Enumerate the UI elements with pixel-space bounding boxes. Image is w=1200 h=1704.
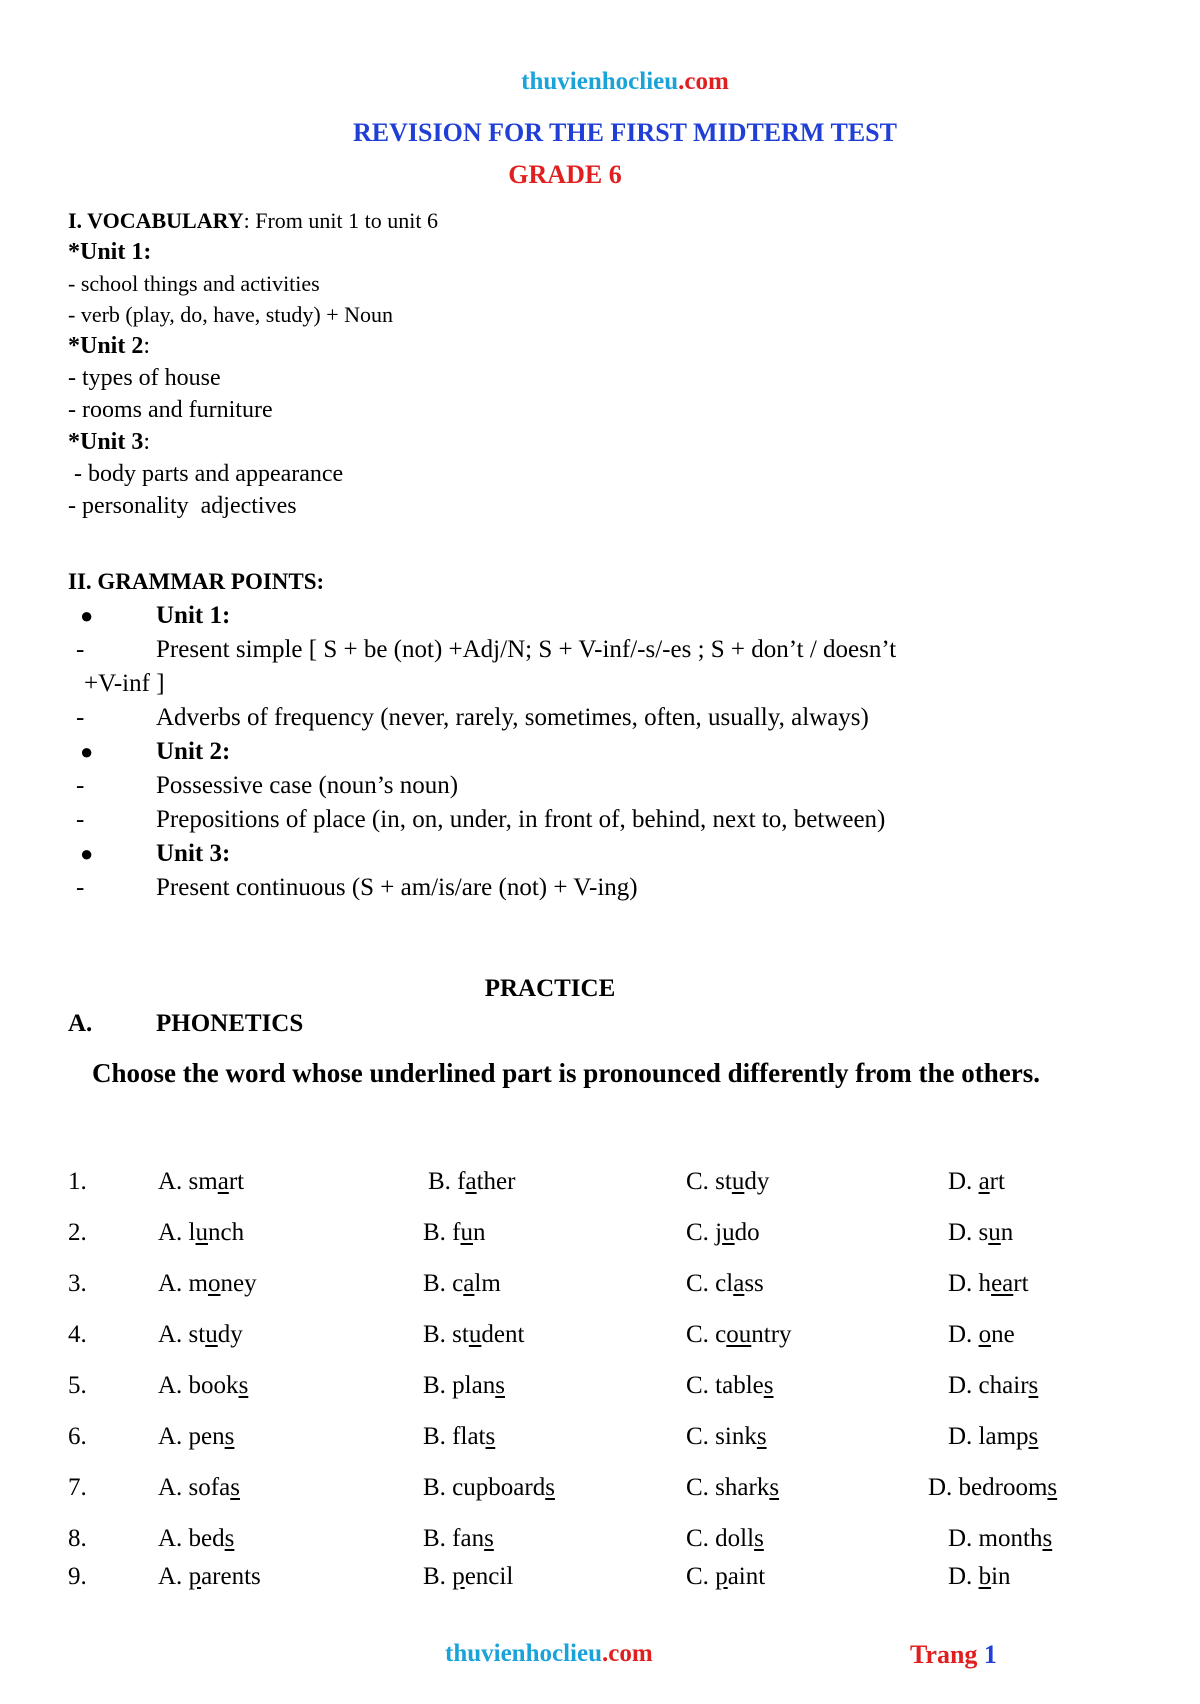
underlined-part: s <box>1028 1423 1039 1450</box>
question-row <box>68 1219 1128 1270</box>
answer-option[interactable]: A. pens <box>158 1423 235 1450</box>
underlined-part: o <box>978 1321 992 1348</box>
vocab-item: - types of house <box>68 365 221 391</box>
answer-option[interactable]: C. paint <box>686 1563 766 1590</box>
underlined-part: a <box>465 1168 477 1195</box>
answer-option[interactable]: A. beds <box>158 1525 235 1552</box>
dash-icon: - <box>76 772 85 799</box>
underlined-part: s <box>754 1525 764 1552</box>
question-number: 6. <box>68 1423 87 1450</box>
underlined-part: a <box>978 1168 990 1195</box>
dash-icon: - <box>76 704 85 731</box>
vocab-item: - rooms and furniture <box>68 397 273 423</box>
answer-option[interactable]: B. cupboards <box>423 1474 555 1501</box>
underlined-part: u <box>731 1168 745 1195</box>
underlined-part: u <box>460 1219 473 1246</box>
grammar-item: - Present continuous (S + am/is/are (not) + V-ing) <box>68 871 1128 905</box>
answer-option[interactable]: C. tables <box>686 1372 774 1399</box>
answer-option[interactable]: C. study <box>686 1168 770 1195</box>
answer-option[interactable]: A. sofas <box>158 1474 240 1501</box>
vocab-unit-2-label: *Unit 2: <box>68 333 151 359</box>
underlined-part: u <box>205 1321 218 1348</box>
grammar-item: - Present simple [ S + be (not) +Adj/N; S + V-inf/-s/-es ; S + don’t / doesn’t <box>68 633 1128 667</box>
answer-option[interactable]: D. sun <box>948 1219 1014 1246</box>
site-domain: .com <box>678 68 729 95</box>
dash-icon: - <box>76 874 85 901</box>
answer-option[interactable]: C. sinks <box>686 1423 767 1450</box>
grammar-section <box>68 565 1128 905</box>
underlined-part: ea <box>991 1270 1014 1297</box>
answer-option[interactable]: B. calm <box>423 1270 501 1297</box>
question-row <box>68 1372 1128 1423</box>
grammar-unit-label: Unit 2: <box>156 738 231 765</box>
underlined-part: p <box>188 1563 202 1590</box>
underlined-part: s <box>763 1372 774 1399</box>
underlined-part: s <box>495 1372 505 1399</box>
underlined-part: b <box>978 1563 992 1590</box>
underlined-part: s <box>484 1525 494 1552</box>
section-title: PHONETICS <box>156 1010 304 1037</box>
bullet-icon: ● <box>80 739 94 764</box>
underlined-part: s <box>224 1525 235 1552</box>
answer-option[interactable]: C. dolls <box>686 1525 764 1552</box>
question-row <box>68 1474 1128 1525</box>
answer-option[interactable]: D. months <box>948 1525 1053 1552</box>
underlined-part: a <box>463 1270 475 1297</box>
underlined-part: p <box>452 1563 465 1590</box>
grade-label: GRADE 6 <box>508 160 622 189</box>
underlined-part: u <box>722 1219 735 1246</box>
answer-option[interactable]: D. one <box>948 1321 1015 1348</box>
question-row <box>68 1563 1128 1614</box>
practice-title: PRACTICE <box>484 975 616 1002</box>
answer-option[interactable]: A. smart <box>158 1168 245 1195</box>
underlined-part: s <box>1042 1525 1053 1552</box>
answer-option[interactable]: C. judo <box>686 1219 760 1246</box>
vocab-item: - body parts and appearance <box>68 461 344 487</box>
underlined-part: s <box>230 1474 240 1501</box>
vocab-unit-3-label: *Unit 3: <box>68 429 151 455</box>
grammar-item: - Prepositions of place (in, on, under, in front of, behind, next to, between) <box>68 803 1128 837</box>
question-number: 2. <box>68 1219 87 1246</box>
underlined-part: s <box>1028 1372 1039 1399</box>
page-number: Trang 1 <box>910 1640 997 1669</box>
grammar-item: - Adverbs of frequency (never, rarely, sometimes, often, usually, always) <box>68 701 1128 735</box>
question-row <box>68 1168 1128 1219</box>
vocab-unit-1-label: *Unit 1: <box>68 239 152 265</box>
answer-option[interactable]: C. class <box>686 1270 764 1297</box>
question-row <box>68 1525 1128 1563</box>
vocab-item: - personality adjectives <box>68 493 297 519</box>
underlined-part: s <box>756 1423 767 1450</box>
question-number: 1. <box>68 1168 87 1195</box>
underlined-part: ou <box>726 1321 752 1348</box>
question-row <box>68 1270 1128 1321</box>
document-title: REVISION FOR THE FIRST MIDTERM TEST <box>353 118 897 147</box>
answer-option[interactable]: D. bedrooms <box>928 1474 1058 1501</box>
underlined-part: u <box>195 1219 208 1246</box>
phonetics-heading <box>68 1010 303 1038</box>
answer-option[interactable]: B. father <box>428 1168 516 1195</box>
answer-option[interactable]: B. flats <box>423 1423 496 1450</box>
question-number: 5. <box>68 1372 87 1399</box>
underlined-part: a <box>733 1270 745 1297</box>
underlined-part: s <box>485 1423 496 1450</box>
grammar-item: - Possessive case (noun’s noun) <box>68 769 1128 803</box>
underlined-part: o <box>208 1270 221 1297</box>
answer-option[interactable]: D. heart <box>948 1270 1029 1297</box>
answer-option[interactable]: C. sharks <box>686 1474 780 1501</box>
underlined-part: u <box>468 1321 482 1348</box>
answer-option[interactable]: D. chairs <box>948 1372 1039 1399</box>
answer-option[interactable]: B. student <box>423 1321 525 1348</box>
underlined-part: s <box>769 1474 780 1501</box>
grammar-heading: II. GRAMMAR POINTS: <box>68 569 325 594</box>
grammar-unit-label: Unit 1: <box>156 602 231 629</box>
question-number: 3. <box>68 1270 87 1297</box>
answer-option[interactable]: B. fans <box>423 1525 494 1552</box>
question-list <box>68 1168 1128 1614</box>
grammar-item-continuation: +V-inf ] <box>84 670 165 697</box>
answer-option[interactable]: A. study <box>158 1321 243 1348</box>
answer-option[interactable]: D. lamps <box>948 1423 1039 1450</box>
question-number: 7. <box>68 1474 87 1501</box>
instruction-text: Choose the word whose underlined part is pronounced differently from the others. <box>92 1058 1041 1088</box>
question-number: 8. <box>68 1525 87 1552</box>
vocabulary-section <box>68 205 1128 522</box>
underlined-part: s <box>238 1372 249 1399</box>
bullet-icon: ● <box>80 841 94 866</box>
answer-option[interactable]: B. pencil <box>423 1563 514 1590</box>
vocabulary-heading: I. VOCABULARY: From unit 1 to unit 6 <box>68 208 438 233</box>
answer-option[interactable]: B. fun <box>423 1219 486 1246</box>
underlined-part: a <box>217 1168 229 1195</box>
underlined-part: s <box>545 1474 555 1501</box>
answer-option[interactable]: A. books <box>158 1372 249 1399</box>
answer-option[interactable]: B. plans <box>423 1372 505 1399</box>
grammar-unit-label: Unit 3: <box>156 840 231 867</box>
answer-option[interactable]: A. parents <box>158 1563 261 1590</box>
answer-option[interactable]: A. lunch <box>158 1219 245 1246</box>
answer-option[interactable]: A. money <box>158 1270 257 1297</box>
grammar-unit-2 <box>68 735 1128 769</box>
underlined-part: s <box>224 1423 235 1450</box>
grammar-unit-1 <box>68 599 1128 633</box>
footer-site-link[interactable]: thuvienhoclieu.com <box>445 1640 653 1667</box>
bullet-icon: ● <box>80 603 94 628</box>
section-letter: A. <box>68 1010 93 1037</box>
question-number: 4. <box>68 1321 87 1348</box>
question-row <box>68 1321 1128 1372</box>
underlined-part: p <box>715 1563 728 1590</box>
dash-icon: - <box>76 806 85 833</box>
page-footer <box>0 1640 1200 1676</box>
grammar-unit-3 <box>68 837 1128 871</box>
vocab-item: - verb (play, do, have, study) + Noun <box>68 302 394 327</box>
question-number: 9. <box>68 1563 87 1590</box>
site-name: thuvienhoclieu <box>521 68 679 95</box>
underlined-part: u <box>988 1219 1001 1246</box>
answer-option[interactable]: D. art <box>948 1168 1005 1195</box>
answer-option[interactable]: C. country <box>686 1321 792 1348</box>
vocab-item: - school things and activities <box>68 271 320 296</box>
site-header[interactable] <box>0 68 1200 96</box>
underlined-part: s <box>1047 1474 1058 1501</box>
answer-option[interactable]: D. bin <box>948 1563 1011 1590</box>
question-row <box>68 1423 1128 1474</box>
dash-icon: - <box>76 636 85 663</box>
